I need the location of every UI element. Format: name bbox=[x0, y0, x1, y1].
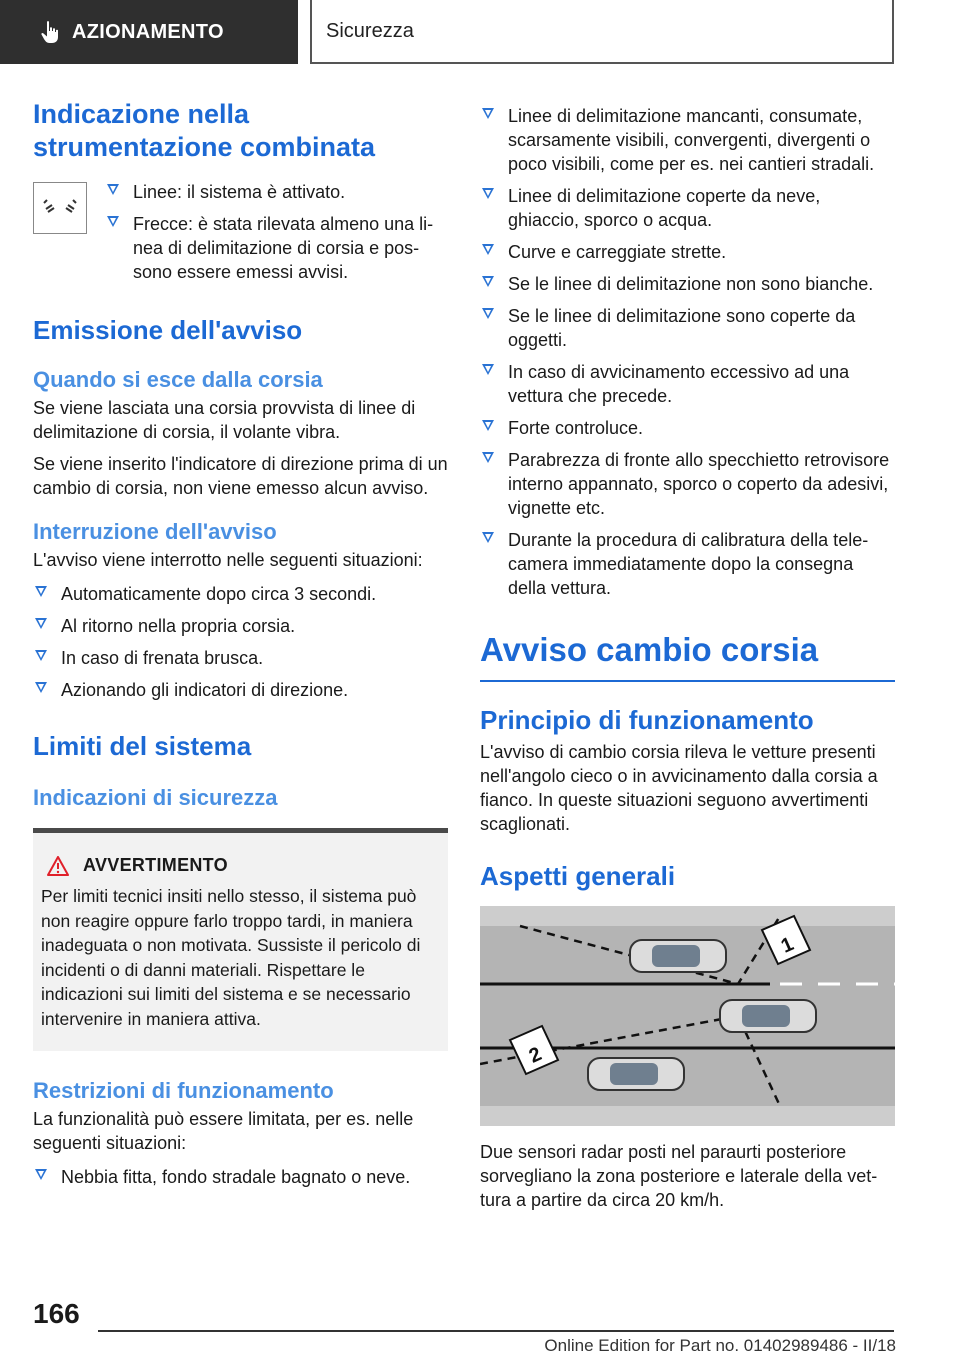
bullet-triangle-icon bbox=[482, 188, 494, 199]
restrictions-intro: La funzionalità può essere limitata, per es. nelle seguenti situazioni: bbox=[33, 1109, 414, 1153]
warning-title: AVVERTIMENTO bbox=[83, 855, 228, 875]
leaving-paragraph-2: Se viene inserito l'indicatore di direzione prima di un cambio di corsia, non viene emesso alcun avviso. bbox=[33, 454, 448, 498]
list-item: Se le linee di delimitazione non sono bianche. bbox=[480, 272, 895, 296]
restrictions-list-continued bbox=[480, 104, 895, 600]
section-tab bbox=[310, 0, 894, 64]
list-item: Linee: il sistema è attivato. bbox=[105, 180, 448, 204]
list-item: Automaticamente dopo circa 3 secondi. bbox=[33, 582, 448, 606]
bullet-triangle-icon bbox=[482, 276, 494, 287]
bullet-triangle-icon bbox=[482, 244, 494, 255]
hand-pointer-icon bbox=[40, 20, 60, 44]
emission-heading: Emissione dell'avviso bbox=[33, 315, 303, 345]
figure-caption: Due sensori radar posti nel paraurti posteriore sorvegliano la zona posteriore e laterale della vettura a partire da circa 20 km/h. bbox=[480, 1142, 878, 1210]
interruption-heading: Interruzione dell'avviso bbox=[33, 519, 277, 544]
leaving-paragraph-1: Se viene lasciata una corsia provvista di linee di delimitazione di corsia, il volante vibra. bbox=[33, 398, 416, 442]
road-illustration bbox=[480, 906, 895, 1126]
car-icon bbox=[720, 1000, 816, 1032]
list-item: Parabrezza di fronte allo specchietto retrovisore interno appannato, sporco o coperto da adesivi, vignette etc. bbox=[480, 448, 895, 520]
general-heading: Aspetti generali bbox=[480, 861, 676, 891]
bullet-triangle-icon bbox=[482, 420, 494, 431]
list-item: Al ritorno nella propria corsia. bbox=[33, 614, 448, 638]
list-item: In caso di frenata brusca. bbox=[33, 646, 448, 670]
left-column bbox=[33, 98, 448, 1189]
lane-change-diagram bbox=[480, 906, 895, 1126]
indicator-heading: Indicazione nella strumentazione combinata bbox=[33, 99, 376, 162]
list-item: Se le linee di delimitazione sono coperte da oggetti. bbox=[480, 304, 895, 352]
bullet-triangle-icon bbox=[107, 216, 119, 227]
warning-text: Per limiti tecnici insiti nello stesso, il sistema può non reagire oppure farlo troppo tardi, in maniera inadeguata o non motivata. Sussiste il pericolo di incidenti o di danni materiali. Rispettare le indicazioni sui limiti del sistema e se necessario intervenire in maniera attiva. bbox=[41, 886, 421, 1029]
edition-note: Online Edition for Part no. 01402989486 - II/18 bbox=[544, 1336, 896, 1355]
limits-heading: Limiti del sistema bbox=[33, 731, 252, 761]
indicator-list bbox=[105, 180, 448, 284]
bullet-triangle-icon bbox=[35, 650, 47, 661]
bullet-triangle-icon bbox=[482, 364, 494, 375]
principle-heading: Principio di funzionamento bbox=[480, 705, 814, 735]
restrictions-list bbox=[33, 1165, 448, 1189]
list-item: Azionando gli indicatori di direzione. bbox=[33, 678, 448, 702]
principle-text: L'avviso di cambio corsia rileva le vetture presenti nell'angolo cieco o in avvicinamento dalla corsia a fianco. In queste situazioni seguono avvertimenti scaglionati. bbox=[480, 742, 878, 834]
callout-label-2: 2 bbox=[525, 1043, 545, 1068]
list-item: Curve e carreggiate strette. bbox=[480, 240, 895, 264]
list-item: Linee di delimitazione coperte da neve, ghiaccio, sporco o acqua. bbox=[480, 184, 895, 232]
bullet-triangle-icon bbox=[482, 308, 494, 319]
list-item: Frecce: è stata rilevata almeno una linea di delimitazione di corsia e possono essere emessi avvisi. bbox=[105, 212, 448, 284]
right-column bbox=[480, 104, 895, 1212]
bullet-triangle-icon bbox=[482, 452, 494, 463]
chapter-tab bbox=[0, 0, 298, 64]
bullet-triangle-icon bbox=[35, 586, 47, 597]
list-item: Nebbia fitta, fondo stradale bagnato o neve. bbox=[33, 1165, 448, 1189]
list-item: Forte controluce. bbox=[480, 416, 895, 440]
list-item: Durante la procedura di calibratura della telecamera immediatamente dopo la consegna della vettura. bbox=[480, 528, 895, 600]
callout-label-1: 1 bbox=[777, 933, 797, 958]
page-number: 166 bbox=[33, 1298, 80, 1329]
list-item: In caso di avvicinamento eccessivo ad una vettura che precede. bbox=[480, 360, 895, 408]
safety-heading: Indicazioni di sicurezza bbox=[33, 785, 278, 810]
chapter-title: AZIONAMENTO bbox=[72, 20, 224, 43]
interruption-list bbox=[33, 582, 448, 702]
lane-indicator-icon bbox=[33, 182, 87, 234]
bullet-triangle-icon bbox=[35, 618, 47, 629]
footer-divider bbox=[98, 1330, 894, 1332]
indicator-block bbox=[33, 180, 448, 284]
bullet-triangle-icon bbox=[482, 532, 494, 543]
bullet-triangle-icon bbox=[482, 108, 494, 119]
warning-box bbox=[33, 828, 448, 1051]
leaving-lane-heading: Quando si esce dalla corsia bbox=[33, 367, 323, 392]
section-title: Sicurezza bbox=[326, 19, 414, 42]
bullet-triangle-icon bbox=[35, 682, 47, 693]
bullet-triangle-icon bbox=[107, 184, 119, 195]
car-icon bbox=[588, 1058, 684, 1090]
bullet-triangle-icon bbox=[35, 1169, 47, 1180]
chapter-heading: Avviso cambio corsia bbox=[480, 630, 895, 682]
warning-header bbox=[41, 855, 440, 876]
interruption-intro: L'avviso viene interrotto nelle seguenti situazioni: bbox=[33, 550, 423, 570]
restrictions-heading: Restrizioni di funzionamento bbox=[33, 1078, 334, 1103]
car-icon bbox=[630, 940, 726, 972]
warning-triangle-icon bbox=[47, 856, 69, 876]
list-item: Linee di delimitazione mancanti, consumate, scarsamente visibili, convergenti, divergenti o poco visibili, come per es. nei cantieri stradali. bbox=[480, 104, 895, 176]
